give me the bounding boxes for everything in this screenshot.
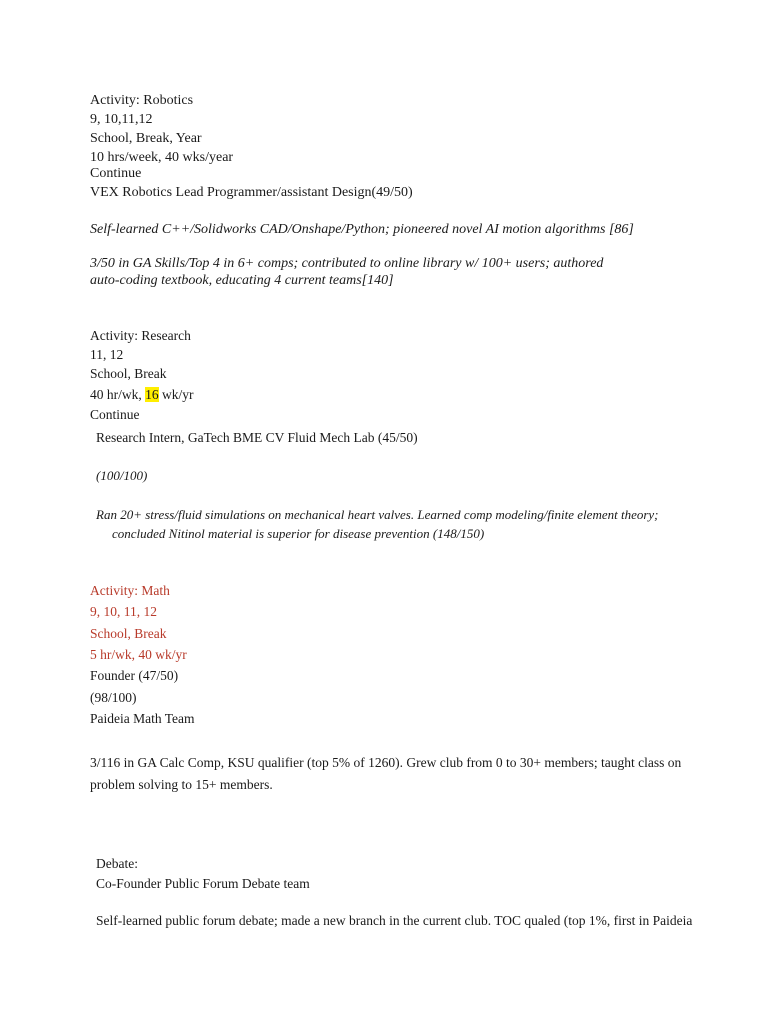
research-score: (100/100) bbox=[96, 468, 148, 483]
research-weeks-highlight: 16 bbox=[145, 387, 159, 402]
research-description: Ran 20+ stress/fluid simulations on mechanical heart valves. Learned comp modeling/finite element theory; concluded Nitinol material is superior for disease prevention (148/150) bbox=[96, 507, 659, 541]
math-score: (98/100) bbox=[90, 690, 137, 705]
robotics-continue: Continue bbox=[90, 166, 142, 181]
math-position: Founder (47/50) bbox=[90, 668, 179, 683]
math-grades: 9, 10, 11, 12 bbox=[90, 604, 157, 619]
math-timing: School, Break bbox=[90, 626, 167, 641]
research-timing: School, Break bbox=[90, 366, 167, 381]
research-hours-prefix: 40 hr/wk, bbox=[90, 387, 146, 402]
robotics-activity: Activity: Robotics bbox=[90, 93, 194, 108]
robotics-timing: School, Break, Year bbox=[90, 131, 202, 146]
robotics-description-2-line-2: auto-coding textbook, educating 4 current teams[140] bbox=[90, 273, 394, 288]
research-hours bbox=[90, 385, 194, 404]
math-hours: 5 hr/wk, 40 wk/yr bbox=[90, 647, 187, 662]
math-description: 3/116 in GA Calc Comp, KSU qualifier (top 5% of 1260). Grew club from 0 to 30+ members; taught class on problem solving to 15+ members. bbox=[90, 755, 682, 792]
research-grades: 11, 12 bbox=[90, 347, 124, 362]
robotics-hours: 10 hrs/week, 40 wks/year bbox=[90, 150, 234, 165]
math-organization: Paideia Math Team bbox=[90, 711, 195, 726]
research-position: Research Intern, GaTech BME CV Fluid Mech Lab (45/50) bbox=[96, 430, 418, 445]
math-activity: Activity: Math bbox=[90, 583, 170, 598]
robotics-description-1: Self-learned C++/Solidworks CAD/Onshape/Python; pioneered novel AI motion algorithms [86] bbox=[90, 222, 634, 237]
research-continue: Continue bbox=[90, 407, 140, 422]
robotics-position: VEX Robotics Lead Programmer/assistant Design(49/50) bbox=[90, 185, 413, 200]
robotics-description-2-line-1: 3/50 in GA Skills/Top 4 in 6+ comps; contributed to online library w/ 100+ users; authored bbox=[90, 256, 604, 271]
robotics-grades: 9, 10,11,12 bbox=[90, 112, 153, 127]
research-hours-suffix: wk/yr bbox=[158, 387, 194, 402]
debate-position: Co-Founder Public Forum Debate team bbox=[96, 876, 310, 891]
debate-activity: Debate: bbox=[96, 856, 138, 871]
research-activity: Activity: Research bbox=[90, 328, 191, 343]
debate-description: Self-learned public forum debate; made a new branch in the current club. TOC qualed (top 1%, first in Paideia bbox=[96, 913, 693, 928]
